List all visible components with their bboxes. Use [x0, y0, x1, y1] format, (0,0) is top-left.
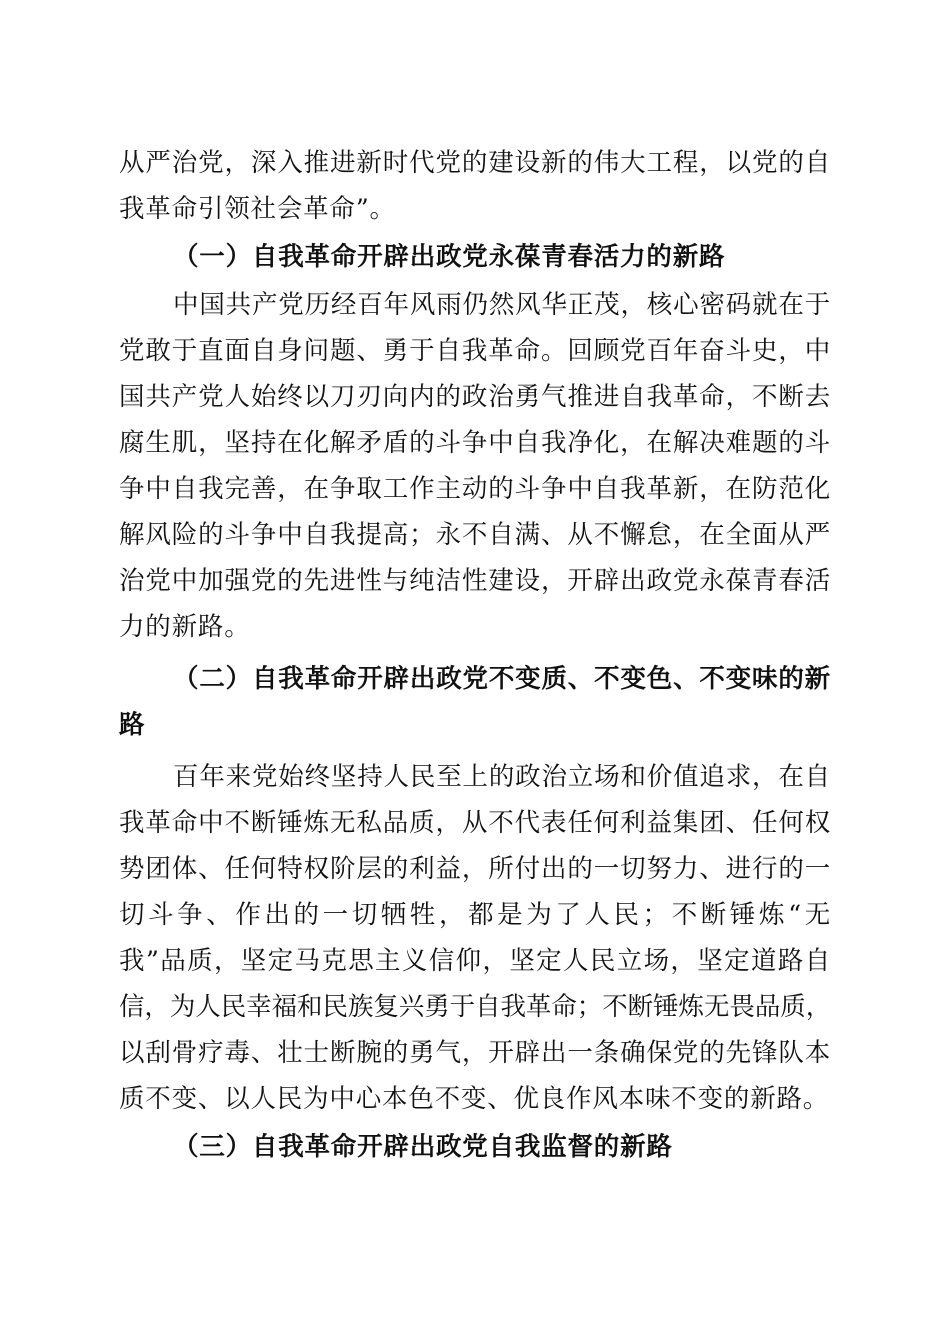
text-line: 中国共产党历经百年风雨仍然风华正茂，核心密码就在于 [173, 290, 831, 320]
text-line: 我革命中不断锤炼无私品质，从不代表任何利益集团、任何权 [119, 808, 831, 838]
text-line: 百年来党始终坚持人民至上的政治立场和价值追求，在自 [173, 762, 831, 792]
text-line: 我”品质，坚定马克思主义信仰，坚定人民立场，坚定道路自 [119, 946, 831, 976]
heading-line: （二）自我革命开辟出政党不变质、不变色、不变味的新 [173, 664, 831, 694]
document-page [119, 140, 831, 1170]
text-line: 党敢于直面自身问题、勇于自我革命。回顾党百年奋斗史，中 [119, 336, 831, 366]
text-line: 质不变、以人民为中心本色不变、优良作风本味不变的新路。 [119, 1084, 830, 1114]
text-line: 以刮骨疗毒、壮士断腕的勇气，开辟出一条确保党的先锋队本 [119, 1038, 831, 1068]
section-heading-2 [119, 656, 831, 748]
text-line: 解风险的斗争中自我提高；永不自满、从不懈怠，在全面从严 [119, 520, 831, 550]
paragraph-section-1 [119, 282, 831, 650]
text-line: 从严治党，深入推进新时代党的建设新的伟大工程，以党的自 [119, 148, 831, 178]
text-line: 争中自我完善，在争取工作主动的斗争中自我革新，在防范化 [119, 474, 831, 504]
text-line: 力的新路。 [119, 612, 251, 642]
heading-line: （一）自我革命开辟出政党永葆青春活力的新路 [173, 242, 726, 272]
paragraph-section-2 [119, 754, 831, 1122]
heading-line: 路 [119, 710, 146, 740]
paragraph-intro-continuation [119, 140, 831, 232]
text-line: 势团体、任何特权阶层的利益，所付出的一切努力、进行的一 [119, 854, 831, 884]
section-heading-3 [119, 1124, 831, 1170]
text-line: 信，为人民幸福和民族复兴勇于自我革命；不断锤炼无畏品质， [119, 992, 831, 1022]
heading-line: （三）自我革命开辟出政党自我监督的新路 [173, 1132, 673, 1162]
text-line: 切斗争、作出的一切牺牲，都是为了人民；不断锤炼“无 [119, 900, 831, 930]
text-line: 腐生肌，坚持在化解矛盾的斗争中自我净化，在解决难题的斗 [119, 428, 831, 458]
section-heading-1 [119, 234, 831, 280]
text-line: 治党中加强党的先进性与纯洁性建设，开辟出政党永葆青春活 [119, 566, 831, 596]
text-line: 我革命引领社会革命”。 [119, 194, 396, 224]
text-line: 国共产党人始终以刀刃向内的政治勇气推进自我革命，不断去 [119, 382, 831, 412]
